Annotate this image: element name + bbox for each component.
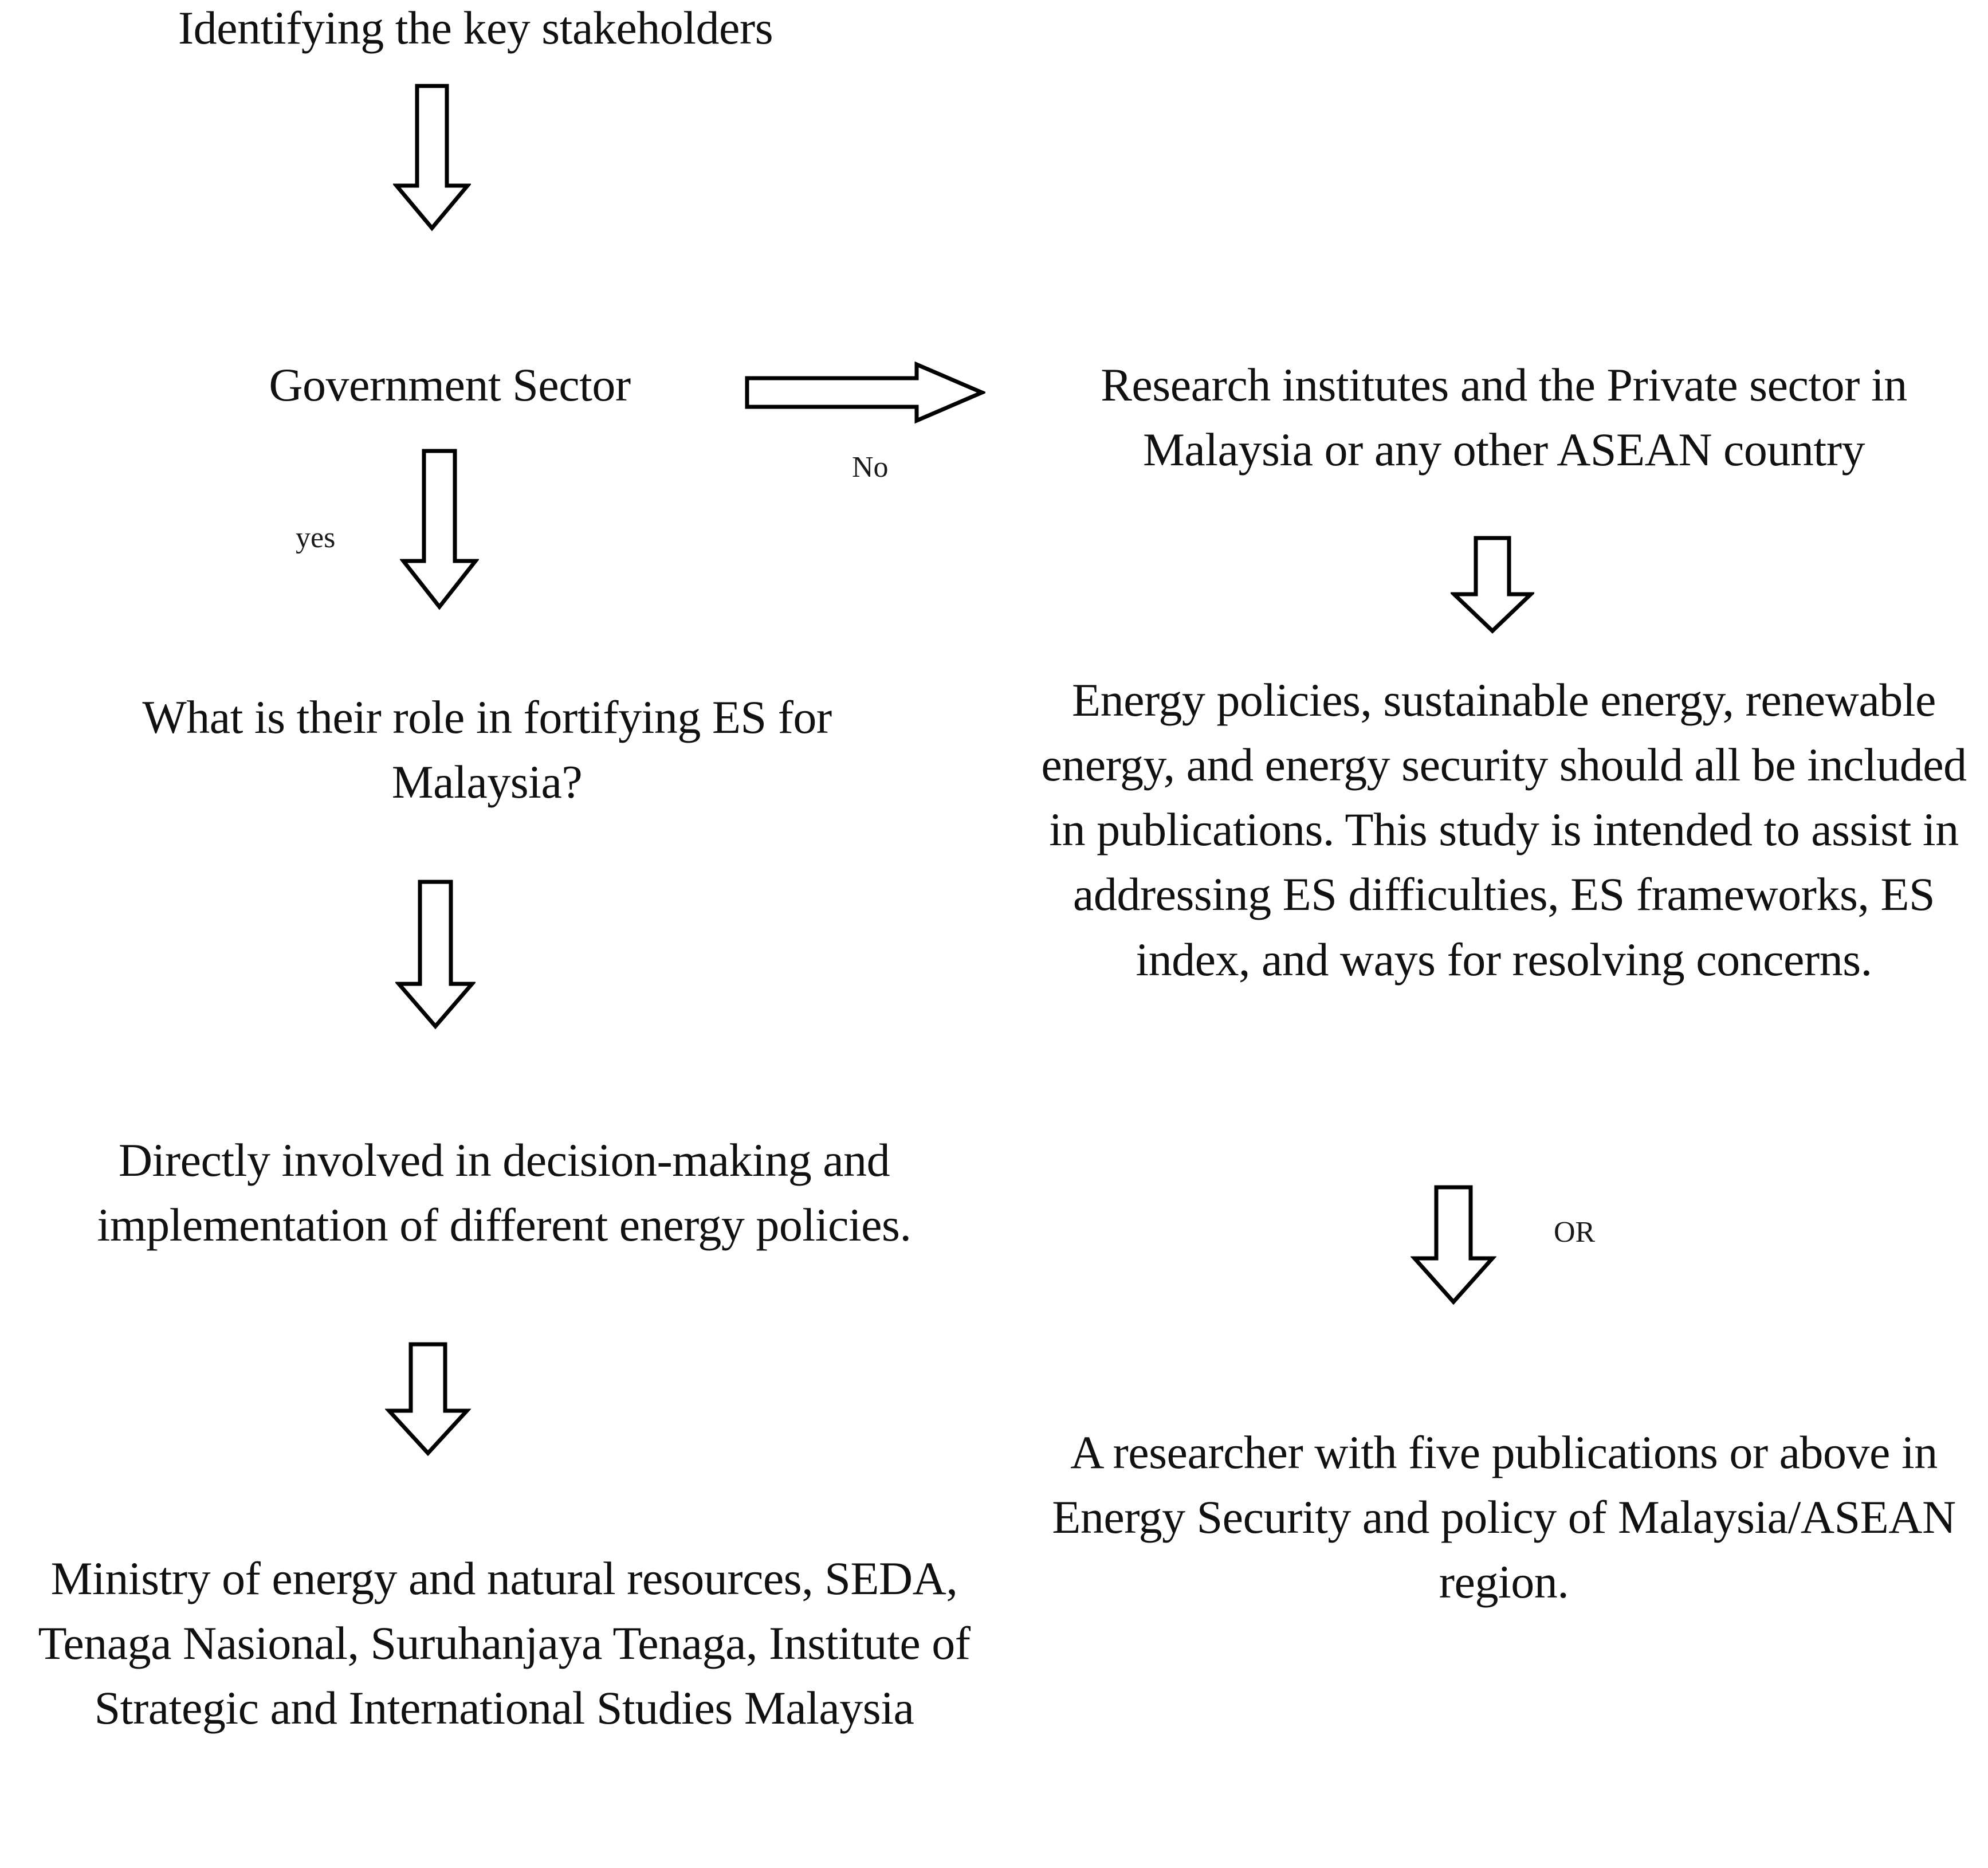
right-arrow-icon [745, 361, 985, 424]
node-left-question: What is their role in fortifying ES for Malaysia? [142, 691, 832, 809]
node-left-organizations: Ministry of energy and natural resources, SEDA, Tenaga Nasional, Suruhanjaya Tenaga, Institute of Strategic and International Studies Malaysia [38, 1552, 971, 1734]
edge-label-yes: yes [296, 521, 336, 554]
down-arrow-icon [400, 449, 479, 610]
node-right-alternative: A researcher with five publications or above in Energy Security and policy of Malaysia/ASEAN region. [1052, 1426, 1956, 1608]
down-arrow-icon [1411, 1185, 1496, 1305]
down-arrow-icon [1451, 536, 1534, 634]
arrow-government-to-research [745, 361, 985, 424]
arrow-root-to-government [393, 84, 471, 231]
node-left-role: Directly involved in decision-making and implementation of different energy policies. [97, 1134, 912, 1251]
down-arrow-icon [395, 880, 476, 1030]
arrow-criteria-to-alternative [1411, 1185, 1496, 1305]
node-research-institutes: Research institutes and the Private sector in Malaysia or any other ASEAN country [1101, 359, 1907, 476]
arrow-government-to-question [400, 449, 479, 610]
edge-label-or: OR [1554, 1216, 1596, 1249]
down-arrow-icon [393, 84, 471, 231]
node-government-sector: Government Sector [269, 359, 631, 411]
arrow-question-to-role [395, 880, 476, 1030]
arrow-research-to-criteria [1451, 536, 1534, 634]
node-right-criteria: Energy policies, sustainable energy, renewable energy, and energy security should all be included in publications. This study is intended to assist in addressing ES difficulties, ES frameworks, ES index, and ways for resolving concerns. [1041, 674, 1967, 986]
arrow-role-to-organizations [385, 1342, 471, 1457]
down-arrow-icon [385, 1342, 471, 1457]
node-root: Identifying the key stakeholders [178, 2, 773, 54]
edge-label-no: No [852, 451, 889, 484]
